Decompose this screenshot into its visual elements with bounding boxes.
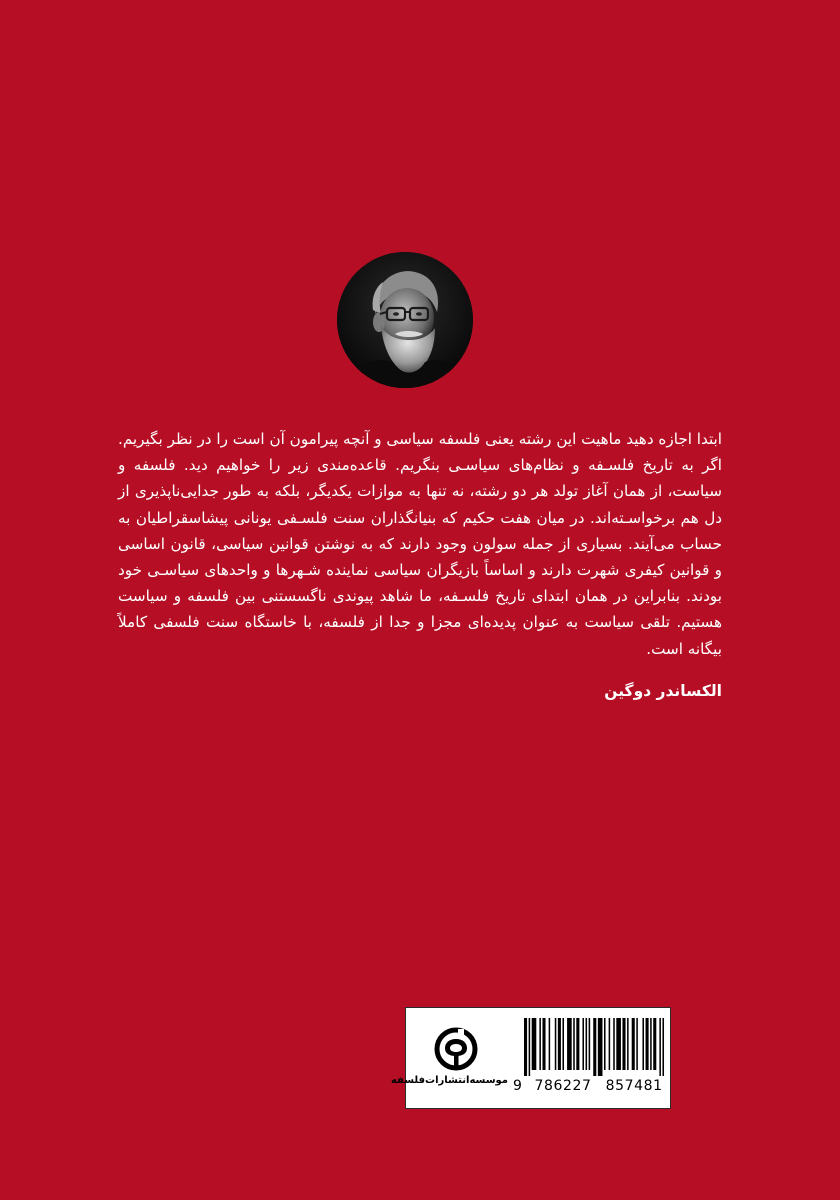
author-portrait xyxy=(337,252,473,388)
isbn-number xyxy=(513,1078,669,1100)
barcode-bar xyxy=(589,1018,591,1070)
barcode-bar xyxy=(582,1018,584,1070)
barcode-bar xyxy=(636,1018,638,1070)
barcode-bar xyxy=(650,1018,652,1070)
barcode-bar xyxy=(573,1018,575,1070)
publisher-name: موسسه‌انتشارات‌فلسفه xyxy=(390,1075,508,1086)
barcode-bar xyxy=(567,1018,572,1070)
barcode-bar xyxy=(622,1018,625,1070)
barcode-bar xyxy=(529,1018,531,1076)
barcode-bar xyxy=(562,1018,564,1070)
barcode-bar xyxy=(524,1018,527,1076)
barcode-bar xyxy=(598,1018,603,1076)
blurb-paragraph: ابتدا اجازه دهید ماهیت این رشته یعنی فلسفه سیاسی و آنچه پیرامون آن است را در نظر بگیریم. اگر به تاریخ فلسـفه و نظام‌های سیاسـی بنگریم. قاعده‌مندی زیر را خواهیم دید. فلسفه و سیاست، از همان آغاز تولد هر دو رشته، نه تنها به موازات یکدیگر، بلکه به طور جدایی‌ناپذیری از دل هم برخواسـته‌اند. در میان هفت حکیم که بنیانگذاران سنت فلسـفی یونانی پیشاسقراطیان به حساب می‌آیند. بسیاری از جمله سولون وجود دارند که به نوشتن قوانین سیاسی، قانون اساسی و قوانین کیفری شهرت دارند و اساساً بازیگران سیاسی نماینده شـهرها و واحدهای سیاسـی خود بودند. بنابراین در همان ابتدای تاریخ فلسـفه، ما شاهد پیوندی ناگسستنی بین فلسفه و سیاست هستیم. تلقی سیاست به عنوان پدیده‌ای مجزا و جدا از فلسفه، با خاستگاه سنت فلسفی کاملاً بیگانه است. xyxy=(118,430,722,658)
isbn-group-1: 786227 xyxy=(534,1078,592,1094)
barcode-bar xyxy=(642,1018,644,1070)
barcode-bar xyxy=(542,1018,545,1070)
back-cover-blurb xyxy=(118,426,722,662)
barcode-bar xyxy=(616,1018,621,1070)
author-portrait-image xyxy=(337,252,473,388)
barcode-bar xyxy=(653,1018,656,1070)
barcode-bar xyxy=(586,1018,588,1070)
isbn-barcode xyxy=(524,1018,664,1076)
isbn-group-2: 857481 xyxy=(605,1078,663,1094)
barcode-bar xyxy=(576,1018,579,1070)
publisher-logo-icon xyxy=(434,1027,478,1071)
barcode-bar xyxy=(646,1018,649,1070)
barcode-bar xyxy=(662,1018,664,1076)
barcode-bar xyxy=(604,1018,606,1070)
barcode-bar xyxy=(609,1018,611,1070)
barcode-bar xyxy=(555,1018,557,1070)
barcode-bar xyxy=(659,1018,661,1076)
barcode-bar xyxy=(593,1018,596,1076)
isbn-prefix: 9 xyxy=(513,1078,523,1094)
barcode-bar xyxy=(632,1018,635,1070)
barcode-bar xyxy=(549,1018,551,1070)
barcode-bar xyxy=(532,1018,537,1070)
author-name: الکساندر دوگین xyxy=(604,682,722,700)
barcode-bar xyxy=(613,1018,615,1070)
barcode-bar xyxy=(627,1018,629,1070)
barcode-bar xyxy=(558,1018,561,1070)
barcode-bar xyxy=(539,1018,541,1070)
